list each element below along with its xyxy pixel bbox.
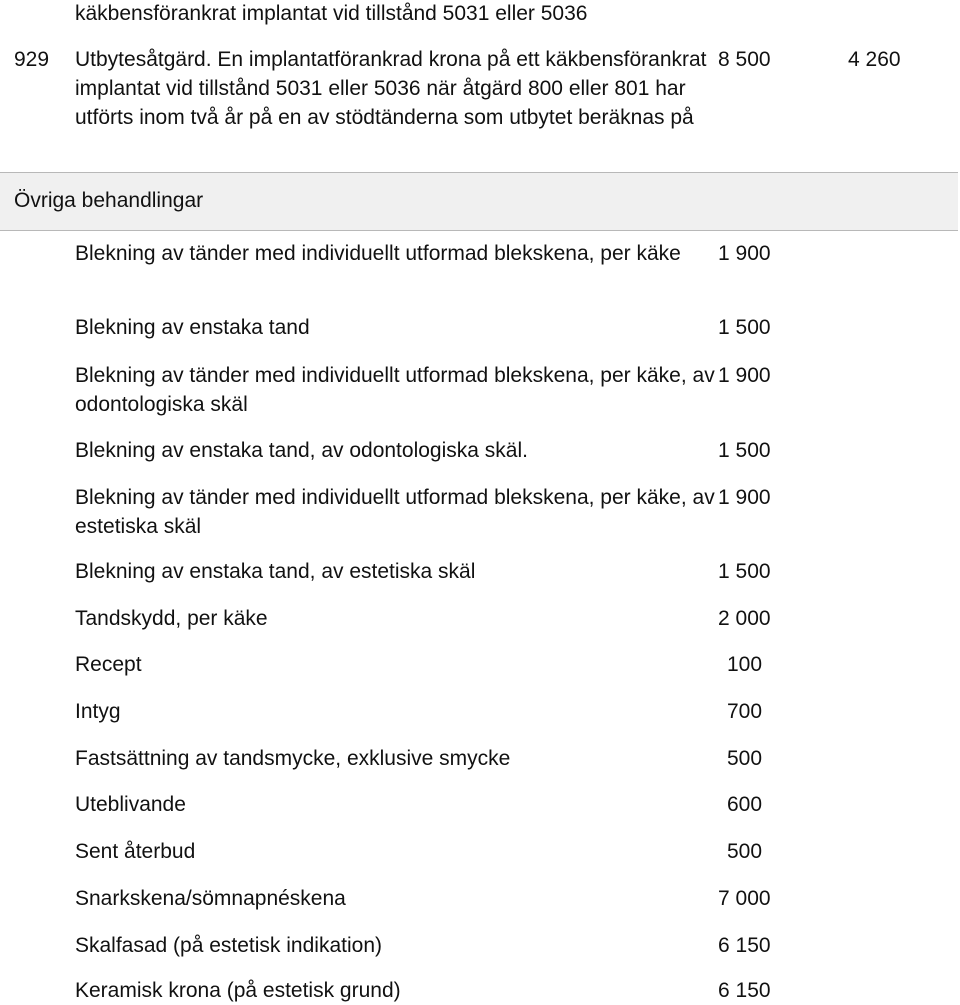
treatment-row	[75, 931, 771, 960]
treatment-row	[75, 744, 763, 773]
treatment-description: Fastsättning av tandsmycke, exklusive smycke	[75, 747, 511, 770]
treatment-price: 1 900	[718, 364, 771, 387]
treatment-description: Keramisk krona (på estetisk grund)	[75, 979, 401, 1002]
treatment-row	[75, 837, 763, 866]
treatment-price: 1 900	[718, 242, 771, 265]
treatment-row	[75, 884, 771, 913]
treatment-description: Blekning av enstaka tand, av estetiska skäl	[75, 560, 476, 583]
treatment-row	[75, 361, 771, 419]
treatment-row	[75, 604, 771, 633]
treatment-price: 6 150	[718, 979, 771, 1002]
treatment-price: 2 000	[718, 607, 771, 630]
treatment-description: Uteblivande	[75, 793, 186, 816]
treatment-row	[75, 239, 771, 268]
treatment-description: Skalfasad (på estetisk indikation)	[75, 934, 382, 957]
item-929-price: 8 500	[718, 48, 771, 71]
item-929-description: Utbytesåtgärd. En implantatförankrad krona på ett käkbensförankrat implantat vid tillstånd 5031 eller 5036 när åtgärd 800 eller 801 har utförts inom två år på en av stödtänderna som utbytet beräknas på	[75, 48, 707, 129]
treatment-row	[75, 557, 771, 586]
treatment-price: 1 900	[718, 486, 771, 509]
continued-description-line: käkbensförankrat implantat vid tillstånd 5031 eller 5036	[75, 2, 588, 25]
treatment-price: 7 000	[718, 887, 771, 910]
item-929-reference-price: 4 260	[848, 48, 901, 71]
treatment-row	[75, 790, 763, 819]
treatment-description: Blekning av tänder med individuellt utformad blekskena, per käke, av estetiska skäl	[75, 486, 715, 538]
item-number-929: 929	[14, 48, 50, 71]
treatment-price: 100	[727, 653, 763, 676]
treatment-price: 600	[727, 793, 763, 816]
treatment-row	[75, 483, 771, 541]
treatment-row	[75, 436, 771, 465]
treatment-price: 700	[727, 700, 763, 723]
treatment-price: 1 500	[718, 560, 771, 583]
treatment-description: Tandskydd, per käke	[75, 607, 268, 630]
treatment-row	[75, 650, 763, 679]
treatment-description: Blekning av enstaka tand, av odontologiska skäl.	[75, 439, 528, 462]
section-header-band	[0, 172, 958, 231]
treatment-price: 6 150	[718, 934, 771, 957]
treatment-row	[75, 313, 771, 342]
treatment-description: Intyg	[75, 700, 121, 723]
treatment-row	[75, 697, 763, 726]
treatment-description: Blekning av tänder med individuellt utformad blekskena, per käke, av odontologiska skäl	[75, 364, 715, 416]
treatment-price: 500	[727, 840, 763, 863]
treatment-price: 1 500	[718, 439, 771, 462]
treatment-description: Recept	[75, 653, 142, 676]
treatment-price: 1 500	[718, 316, 771, 339]
treatment-description: Sent återbud	[75, 840, 196, 863]
treatment-description: Blekning av tänder med individuellt utformad blekskena, per käke	[75, 242, 681, 265]
treatment-description: Blekning av enstaka tand	[75, 316, 310, 339]
treatment-row	[75, 976, 771, 1005]
treatment-price: 500	[727, 747, 763, 770]
treatment-description: Snarkskena/sömnapnéskena	[75, 887, 346, 910]
section-title: Övriga behandlingar	[14, 189, 204, 212]
